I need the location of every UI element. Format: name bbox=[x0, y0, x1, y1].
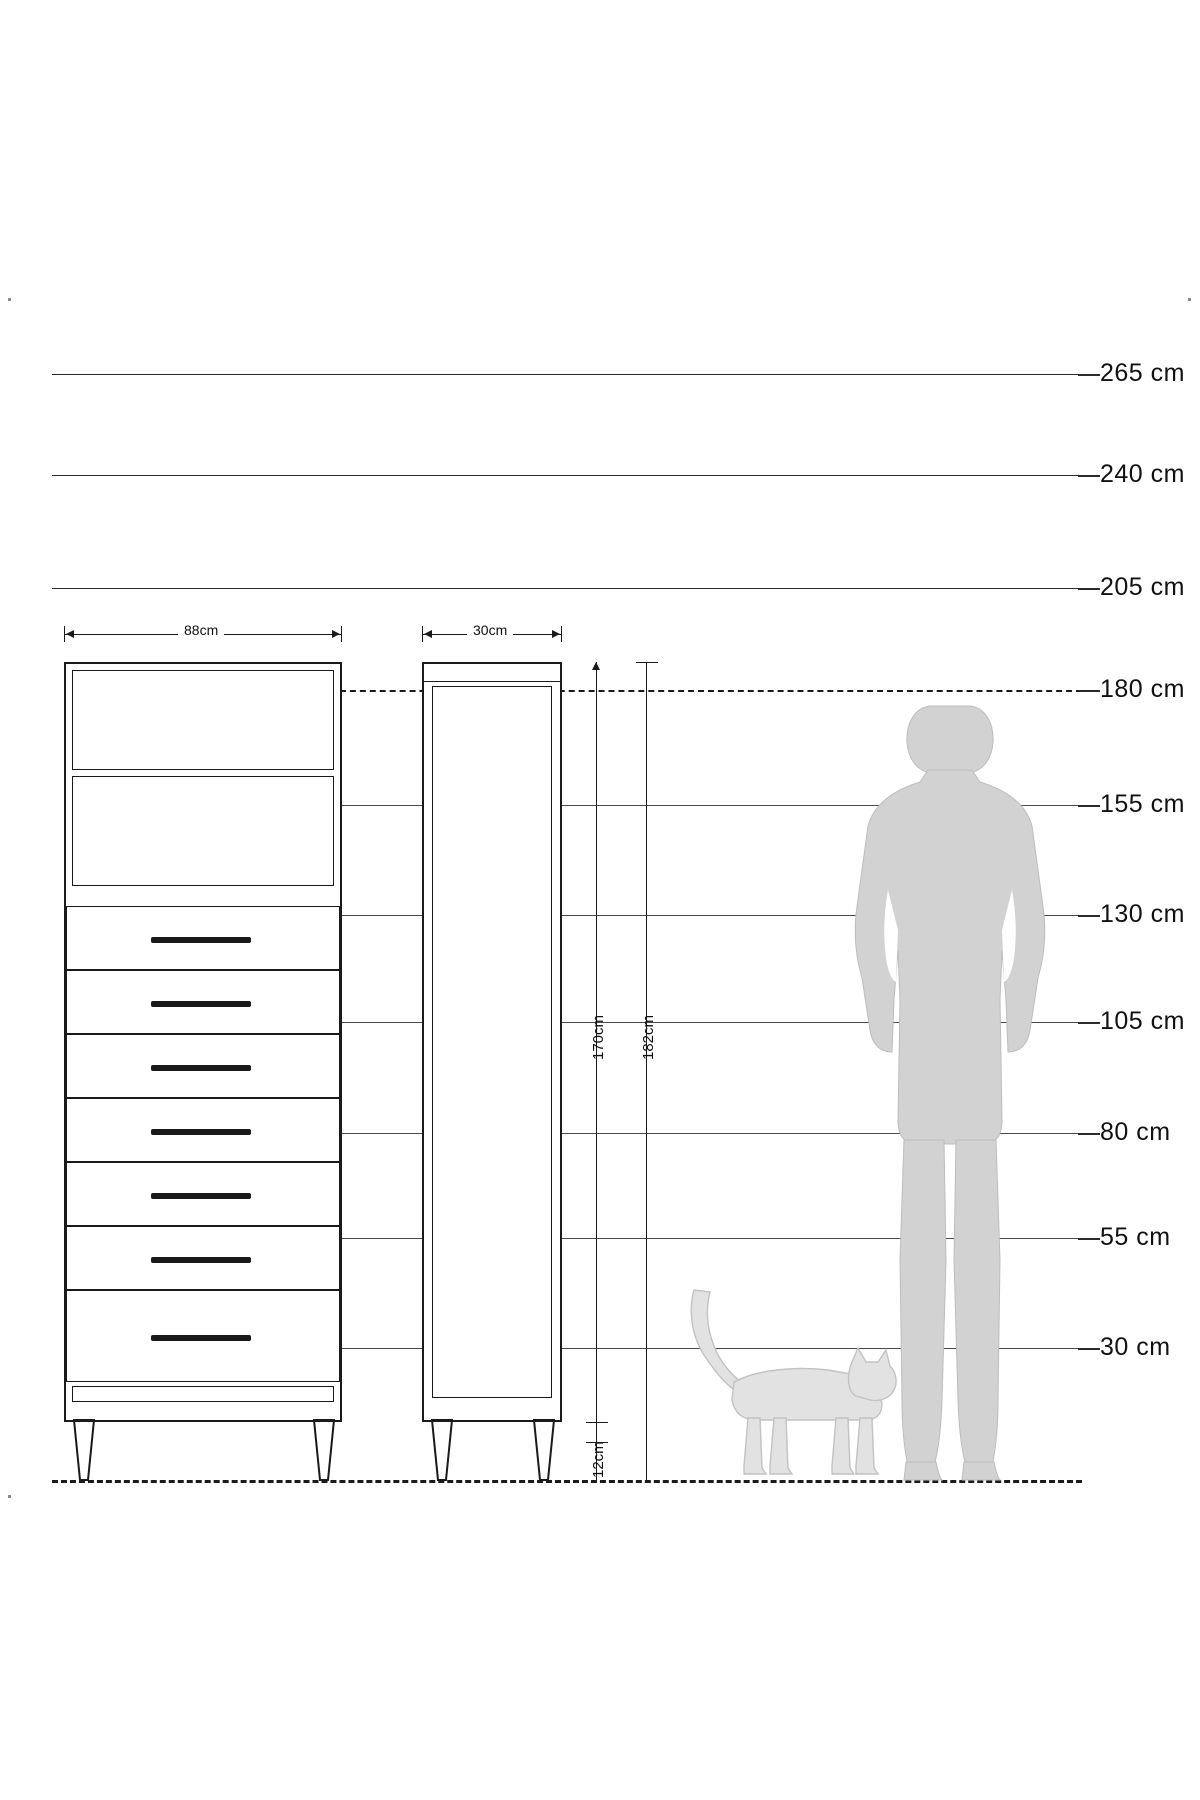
drawer-4[interactable] bbox=[66, 1098, 340, 1162]
dim-12-label: 12cm bbox=[590, 1441, 607, 1478]
drawer-1[interactable] bbox=[66, 906, 340, 970]
tick-130 bbox=[1078, 915, 1100, 917]
tick-155 bbox=[1078, 805, 1100, 807]
scale-label-105: 105 cm bbox=[1100, 1007, 1185, 1035]
dim-88-cap-left bbox=[64, 626, 65, 642]
scale-label-155: 155 cm bbox=[1100, 790, 1185, 818]
scale-label-130: 130 cm bbox=[1100, 900, 1185, 928]
dim-182-cap-top bbox=[636, 662, 658, 663]
drawer-3[interactable] bbox=[66, 1034, 340, 1098]
chest-of-drawers[interactable] bbox=[64, 662, 342, 1422]
tick-180 bbox=[1078, 690, 1100, 692]
cabinet-top-edge bbox=[424, 664, 560, 682]
tick-105 bbox=[1078, 1022, 1100, 1024]
plinth bbox=[72, 1386, 334, 1402]
drawer-2[interactable] bbox=[66, 970, 340, 1034]
drawer-handle-icon bbox=[151, 1257, 251, 1263]
scale-label-80: 80 cm bbox=[1100, 1118, 1171, 1146]
drawer-handle-icon bbox=[151, 1335, 251, 1341]
scale-label-265: 265 cm bbox=[1100, 359, 1185, 387]
scale-label-240: 240 cm bbox=[1100, 460, 1185, 488]
scale-line-240 bbox=[52, 475, 1082, 476]
dim-88-cap-right bbox=[341, 626, 342, 642]
open-shelf-second bbox=[72, 776, 334, 886]
tick-205 bbox=[1078, 588, 1100, 590]
dim-30-cap-left bbox=[422, 626, 423, 642]
dim-88-arrow-left bbox=[66, 630, 74, 638]
tick-265 bbox=[1078, 374, 1100, 376]
cabinet-legs bbox=[418, 1418, 570, 1484]
tick-55 bbox=[1078, 1238, 1100, 1240]
cat-silhouette bbox=[686, 1278, 906, 1482]
drawer-handle-icon bbox=[151, 937, 251, 943]
tick-80 bbox=[1078, 1133, 1100, 1135]
scale-line-205 bbox=[52, 588, 1082, 589]
tall-narrow-cabinet[interactable] bbox=[422, 662, 562, 1422]
dim-30-arrow-left bbox=[424, 630, 432, 638]
dim-88-arrow-right bbox=[332, 630, 340, 638]
dim-170-label: 170cm bbox=[590, 1014, 607, 1060]
scale-label-55: 55 cm bbox=[1100, 1223, 1171, 1251]
drawer-7[interactable] bbox=[66, 1290, 340, 1382]
registration-dot bbox=[1188, 298, 1191, 301]
dim-30-arrow-right bbox=[552, 630, 560, 638]
tick-30 bbox=[1078, 1348, 1100, 1350]
scale-label-205: 205 cm bbox=[1100, 573, 1185, 601]
open-shelf-top bbox=[72, 670, 334, 770]
dim-30-label: 30cm bbox=[467, 622, 513, 638]
drawer-handle-icon bbox=[151, 1001, 251, 1007]
dim-12-cap-top bbox=[586, 1422, 608, 1423]
drawer-handle-icon bbox=[151, 1193, 251, 1199]
dim-170-arrow-top bbox=[592, 662, 600, 670]
registration-dot bbox=[8, 298, 11, 301]
scale-line-265 bbox=[52, 374, 1082, 375]
dim-182-label: 182cm bbox=[640, 1014, 657, 1060]
scale-label-180: 180 cm bbox=[1100, 675, 1185, 703]
dim-182-line bbox=[646, 662, 647, 1480]
tick-240 bbox=[1078, 475, 1100, 477]
drawer-handle-icon bbox=[151, 1065, 251, 1071]
dim-30-cap-right bbox=[561, 626, 562, 642]
scale-label-30: 30 cm bbox=[1100, 1333, 1171, 1361]
cabinet-door[interactable] bbox=[432, 686, 552, 1398]
dresser-legs bbox=[60, 1418, 350, 1484]
drawer-handle-icon bbox=[151, 1129, 251, 1135]
drawer-6[interactable] bbox=[66, 1226, 340, 1290]
dim-88-label: 88cm bbox=[178, 622, 224, 638]
drawer-5[interactable] bbox=[66, 1162, 340, 1226]
registration-dot bbox=[8, 1495, 11, 1498]
